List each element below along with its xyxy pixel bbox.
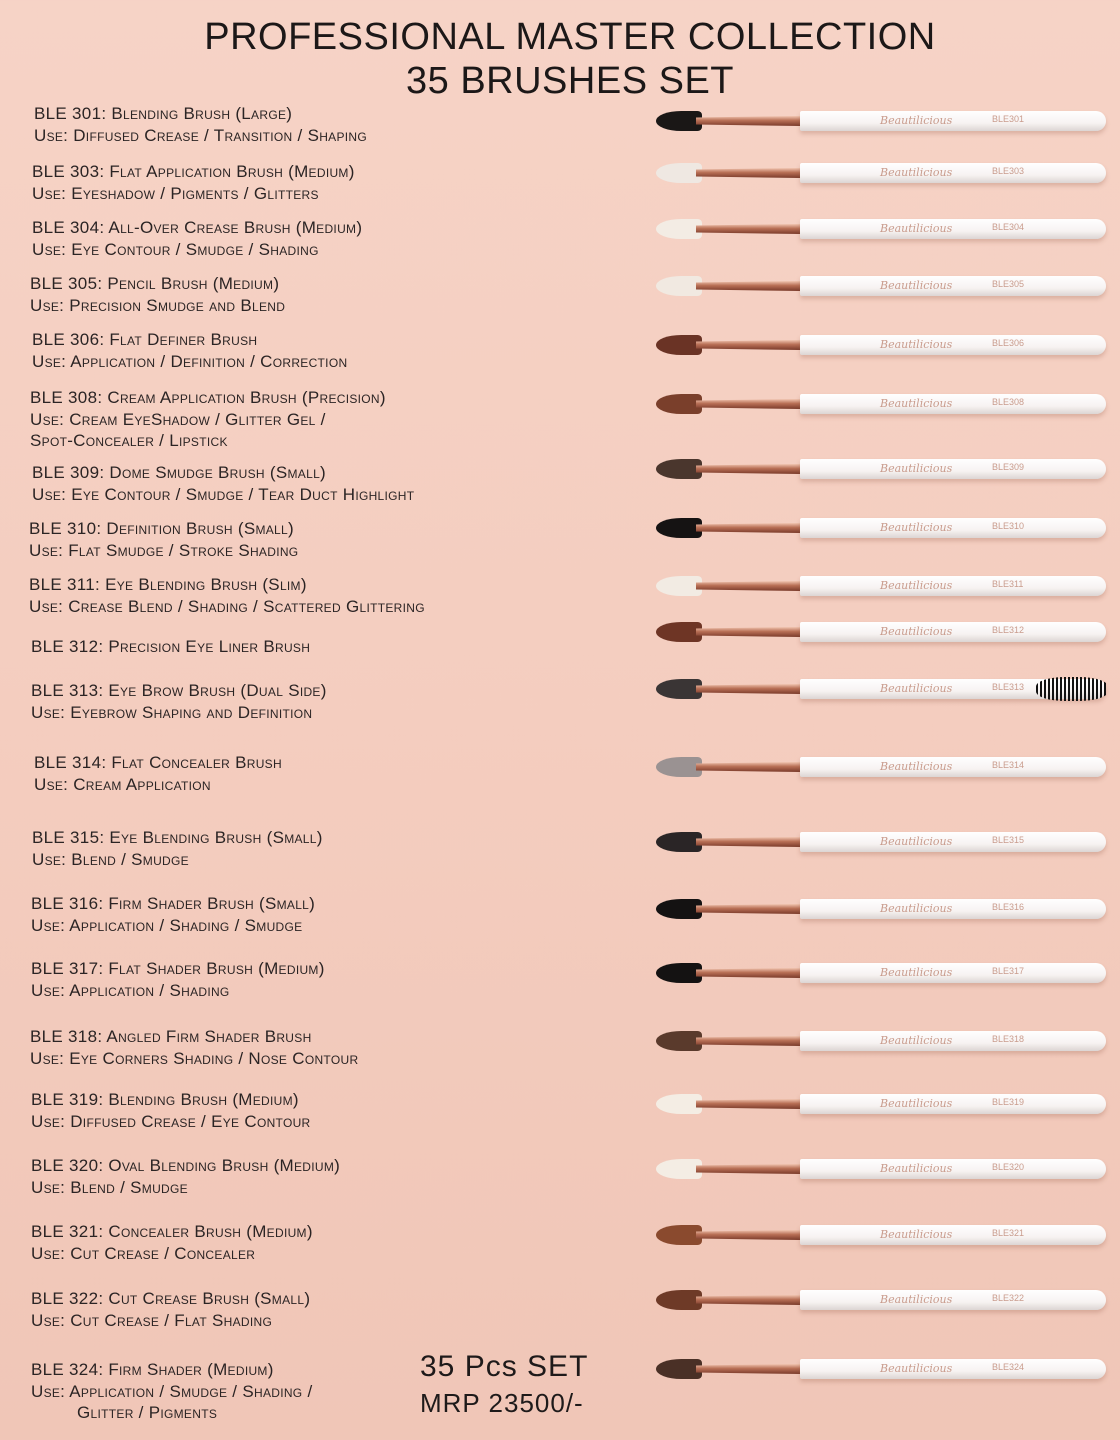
brush-name: BLE 314: Flat Concealer Brush: [34, 753, 282, 772]
brand-logo: Beautilicious: [880, 222, 953, 235]
brush-image: [656, 109, 1108, 133]
brush-bristles: [656, 757, 702, 777]
brush-code: BLE317: [992, 966, 1025, 976]
brush-entry: [32, 827, 592, 870]
brush-use: Use: Cream EyeShadow / Glitter Gel /: [30, 409, 326, 429]
brush-entry: [34, 103, 594, 146]
brush-code: BLE312: [992, 625, 1025, 635]
brush-bristles: [656, 899, 702, 919]
brush-use: Use: Eye Corners Shading / Nose Contour: [30, 1048, 359, 1068]
brush-bristles: [656, 1031, 702, 1051]
brush-bristles: [656, 1094, 702, 1114]
brush-name: BLE 309: Dome Smudge Brush (Small): [32, 463, 326, 482]
brush-code: BLE324: [992, 1362, 1025, 1372]
brush-name: BLE 303: Flat Application Brush (Medium): [32, 162, 355, 181]
brush-entry: [30, 1026, 590, 1069]
brush-handle: [800, 1359, 1106, 1379]
brush-image: [656, 677, 1108, 701]
brush-use: Use: Application / Smudge / Shading /: [31, 1381, 313, 1401]
brush-handle: [800, 335, 1106, 355]
brush-name: BLE 320: Oval Blending Brush (Medium): [31, 1156, 341, 1175]
brush-image: [656, 755, 1108, 779]
brush-name: BLE 312: Precision Eye Liner Brush: [31, 637, 311, 656]
brush-image: [656, 1357, 1108, 1381]
brush-code: BLE310: [992, 521, 1025, 531]
brush-ferrule: [696, 168, 800, 178]
brush-ferrule: [696, 1164, 800, 1174]
brush-name: BLE 315: Eye Blending Brush (Small): [32, 828, 323, 847]
brush-code: BLE319: [992, 1097, 1025, 1107]
brush-image: [656, 1288, 1108, 1312]
brush-use: Use: Blend / Smudge: [32, 849, 189, 869]
brush-image: [656, 161, 1108, 185]
brush-name: BLE 308: Cream Application Brush (Precision): [30, 388, 386, 407]
brush-ferrule: [696, 340, 800, 350]
brush-image: [656, 392, 1108, 416]
brush-bristles: [656, 1225, 702, 1245]
brush-bristles: [656, 679, 702, 699]
brand-logo: Beautilicious: [880, 1034, 953, 1047]
brush-use: Use: Crease Blend / Shading / Scattered Glittering: [29, 596, 425, 616]
brush-use: Use: Cut Crease / Flat Shading: [31, 1310, 273, 1330]
brush-name: BLE 310: Definition Brush (Small): [29, 519, 294, 538]
brush-name: BLE 321: Concealer Brush (Medium): [31, 1222, 313, 1241]
brush-handle: [800, 622, 1106, 642]
brush-ferrule: [696, 627, 800, 637]
brush-entry: [31, 958, 591, 1001]
brush-bristles: [656, 832, 702, 852]
brush-image: [656, 620, 1108, 644]
brush-bristles: [656, 1290, 702, 1310]
brush-bristles: [656, 1159, 702, 1179]
brand-logo: Beautilicious: [880, 625, 953, 638]
brush-image: [656, 1157, 1108, 1181]
brush-handle: [800, 394, 1106, 414]
brush-ferrule: [696, 116, 800, 126]
brush-bristles: [656, 1359, 702, 1379]
set-count-label: 35 Pcs SET: [420, 1350, 589, 1383]
brush-code: BLE316: [992, 902, 1025, 912]
brand-logo: Beautilicious: [880, 1162, 953, 1175]
brush-name: BLE 318: Angled Firm Shader Brush: [30, 1027, 312, 1046]
brush-name: BLE 305: Pencil Brush (Medium): [30, 274, 280, 293]
brand-logo: Beautilicious: [880, 1362, 953, 1375]
brand-logo: Beautilicious: [880, 1097, 953, 1110]
brush-code: BLE303: [992, 166, 1025, 176]
brush-image: [656, 516, 1108, 540]
brush-entry: [29, 574, 589, 617]
brush-name: BLE 316: Firm Shader Brush (Small): [31, 894, 316, 913]
brush-entry: [31, 1155, 591, 1198]
brush-bristles: [656, 518, 702, 538]
brush-bristles: [656, 622, 702, 642]
brush-image: [656, 961, 1108, 985]
brush-ferrule: [696, 399, 800, 409]
brush-entry: [32, 161, 592, 204]
brush-use: Use: Eye Contour / Smudge / Shading: [32, 239, 319, 259]
brush-code: BLE318: [992, 1034, 1025, 1044]
brush-handle: [800, 111, 1106, 131]
brush-code: BLE305: [992, 279, 1025, 289]
brush-entry: [31, 1288, 591, 1331]
brush-bristles: [656, 459, 702, 479]
brush-ferrule: [696, 581, 800, 591]
brand-logo: Beautilicious: [880, 279, 953, 292]
brush-code: BLE311: [992, 579, 1024, 589]
brush-bristles: [656, 963, 702, 983]
brush-handle: [800, 1290, 1106, 1310]
brush-image: [656, 274, 1108, 298]
brush-image: [656, 1092, 1108, 1116]
brush-image: [656, 574, 1108, 598]
brush-bristles: [656, 276, 702, 296]
brush-entry: [31, 680, 591, 723]
brush-code: BLE322: [992, 1293, 1025, 1303]
brush-ferrule: [696, 281, 800, 291]
brush-ferrule: [696, 904, 800, 914]
brush-handle: [800, 459, 1106, 479]
brush-name: BLE 317: Flat Shader Brush (Medium): [31, 959, 325, 978]
brand-logo: Beautilicious: [880, 1293, 953, 1306]
brush-name: BLE 301: Blending Brush (Large): [34, 104, 293, 123]
brush-code: BLE314: [992, 760, 1025, 770]
brush-use: Use: Eyeshadow / Pigments / Glitters: [32, 183, 319, 203]
brand-logo: Beautilicious: [880, 397, 953, 410]
brush-bristles: [656, 335, 702, 355]
brush-handle: [800, 1159, 1106, 1179]
brush-use: Use: Application / Shading: [31, 980, 230, 1000]
brush-name: BLE 304: All-Over Crease Brush (Medium): [32, 218, 363, 237]
brush-image: [656, 333, 1108, 357]
brush-handle: [800, 219, 1106, 239]
spoolie-head: [1036, 677, 1108, 701]
brush-use: Use: Precision Smudge and Blend: [30, 295, 286, 315]
collection-title: PROFESSIONAL MASTER COLLECTION: [204, 16, 936, 58]
brush-use: Use: Application / Shading / Smudge: [31, 915, 303, 935]
brand-logo: Beautilicious: [880, 166, 953, 179]
brand-logo: Beautilicious: [880, 760, 953, 773]
brush-entry: [31, 1089, 591, 1132]
brush-code: BLE306: [992, 338, 1025, 348]
brush-ferrule: [696, 968, 800, 978]
brush-handle: [800, 576, 1106, 596]
brush-entry: [31, 636, 591, 658]
brush-ferrule: [696, 1230, 800, 1240]
brush-handle: [800, 832, 1106, 852]
brand-logo: Beautilicious: [880, 682, 953, 695]
brush-image: [656, 217, 1108, 241]
brush-use: Use: Cream Application: [34, 774, 211, 794]
brush-code: BLE320: [992, 1162, 1025, 1172]
brush-ferrule: [696, 1295, 800, 1305]
brush-code: BLE308: [992, 397, 1025, 407]
brand-logo: Beautilicious: [880, 114, 953, 127]
brush-handle: [800, 1225, 1106, 1245]
brush-ferrule: [696, 684, 800, 694]
brush-use: Use: Diffused Crease / Transition / Shaping: [34, 125, 368, 145]
brush-bristles: [656, 163, 702, 183]
brush-use: Spot-Concealer / Lipstick: [30, 431, 228, 450]
brand-logo: Beautilicious: [880, 1228, 953, 1241]
brush-code: BLE301: [992, 114, 1025, 124]
brand-logo: Beautilicious: [880, 902, 953, 915]
brush-ferrule: [696, 762, 800, 772]
brush-ferrule: [696, 1364, 800, 1374]
brush-entry: [34, 752, 594, 795]
brush-ferrule: [696, 523, 800, 533]
brush-use: Use: Blend / Smudge: [31, 1177, 188, 1197]
brush-handle: [800, 1031, 1106, 1051]
brush-image: [656, 1029, 1108, 1053]
brush-entry: [30, 273, 590, 316]
brush-code: BLE304: [992, 222, 1025, 232]
brush-name: BLE 306: Flat Definer Brush: [32, 330, 258, 349]
brush-ferrule: [696, 464, 800, 474]
brush-entry: [31, 1221, 591, 1264]
brush-code: BLE313: [992, 682, 1025, 692]
brush-name: BLE 319: Blending Brush (Medium): [31, 1090, 299, 1109]
brush-handle: [800, 276, 1106, 296]
brush-entry: [31, 893, 591, 936]
brush-bristles: [656, 576, 702, 596]
brush-use: Use: Diffused Crease / Eye Contour: [31, 1111, 311, 1131]
brand-logo: Beautilicious: [880, 835, 953, 848]
brush-use: Glitter / Pigments: [77, 1403, 218, 1422]
brush-use: Use: Cut Crease / Concealer: [31, 1243, 256, 1263]
brush-code: BLE321: [992, 1228, 1025, 1238]
brush-image: [656, 1223, 1108, 1247]
brush-handle: [800, 899, 1106, 919]
brush-entry: [29, 518, 589, 561]
brush-entry: [32, 462, 592, 505]
brush-handle: [800, 163, 1106, 183]
brush-entry: [30, 387, 590, 452]
brush-ferrule: [696, 1099, 800, 1109]
brush-use: Use: Eyebrow Shaping and Definition: [31, 702, 313, 722]
brush-bristles: [656, 111, 702, 131]
brush-handle: [800, 757, 1106, 777]
brush-use: Use: Eye Contour / Smudge / Tear Duct Highlight: [32, 484, 415, 504]
set-subtitle: 35 BRUSHES SET: [406, 60, 734, 102]
brush-handle: [800, 518, 1106, 538]
brush-handle: [800, 1094, 1106, 1114]
brand-logo: Beautilicious: [880, 966, 953, 979]
brush-entry: [32, 329, 592, 372]
brush-code: BLE309: [992, 462, 1025, 472]
brush-bristles: [656, 219, 702, 239]
brush-name: BLE 322: Cut Crease Brush (Small): [31, 1289, 311, 1308]
brush-image: [656, 830, 1108, 854]
brush-handle: [800, 963, 1106, 983]
brand-logo: Beautilicious: [880, 521, 953, 534]
brand-logo: Beautilicious: [880, 579, 953, 592]
brush-image: [656, 457, 1108, 481]
brush-name: BLE 324: Firm Shader (Medium): [31, 1360, 274, 1379]
brush-entry: [32, 217, 592, 260]
brush-ferrule: [696, 1036, 800, 1046]
brush-use: Use: Application / Definition / Correction: [32, 351, 348, 371]
brush-code: BLE315: [992, 835, 1025, 845]
mrp-label: MRP 23500/-: [420, 1388, 584, 1418]
brush-ferrule: [696, 224, 800, 234]
brush-bristles: [656, 394, 702, 414]
brush-name: BLE 311: Eye Blending Brush (Slim): [29, 575, 307, 594]
brush-image: [656, 897, 1108, 921]
brand-logo: Beautilicious: [880, 462, 953, 475]
brush-use: Use: Flat Smudge / Stroke Shading: [29, 540, 299, 560]
brush-ferrule: [696, 837, 800, 847]
brand-logo: Beautilicious: [880, 338, 953, 351]
brush-name: BLE 313: Eye Brow Brush (Dual Side): [31, 681, 327, 700]
